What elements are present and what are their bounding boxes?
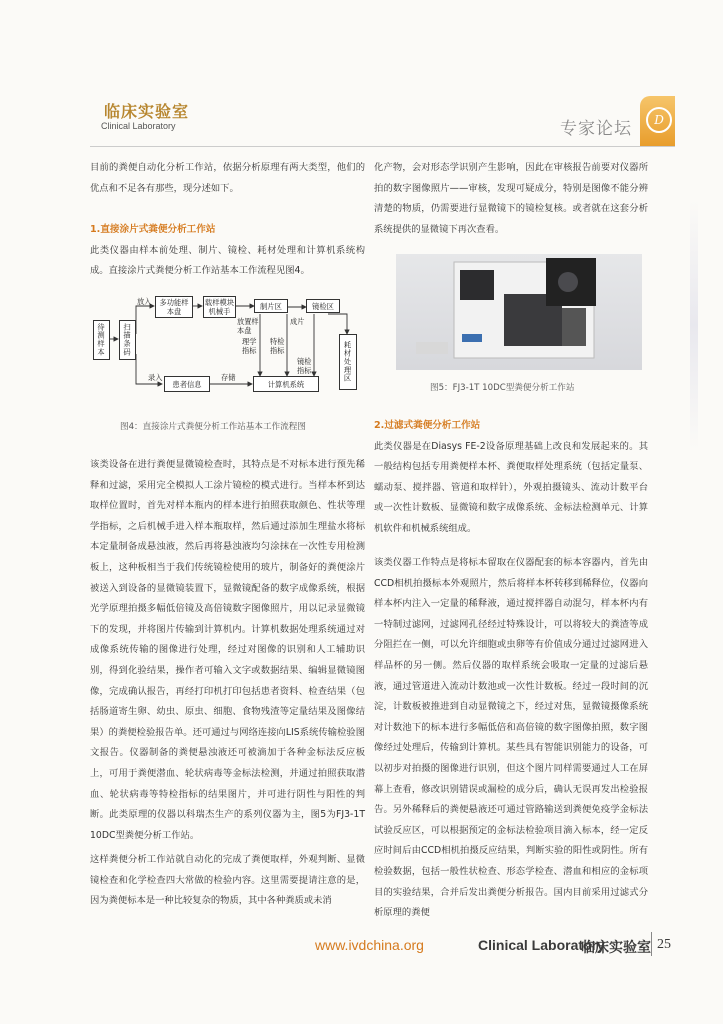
section-tab-logo-icon: D <box>646 107 672 133</box>
analyzer-illustration <box>396 254 642 370</box>
footer-url: www.ivdchina.org <box>315 937 424 953</box>
right-paragraph-3: 该类仪器工作特点是将标本留取在仪器配套的标本容器内，首先由CCD相机拍摄标本外观照片，然后将样本杯转移到稀释位，仪器向样本杯内注入一定量的稀释液，通过搅拌器自动混匀，样本杯内有一特制过滤网，过滤网孔径经过特殊设计，可以将较大的粪渣等成分阻拦在一侧，可以允许细胞或虫卵等有价值成分通过过滤网进入样品杯的另一侧。然后仪器的取样系统会吸取一定量的过滤后悬液，通过管道进入流动计数池或一次性计数板。经过一段时间的沉淀，计数板被推进到自动显微镜之下，经过对焦，显微镜摄像系统对计数池下的标本进行多幅低倍和高倍镜的数字图像拍照，数字图像经过处理后，传输到计算机。某些具有智能识别能力的设备，可以初步对拍摄的图像进行识别，但这个图片同样需要通过人工在屏幕上查看，修改识别错误或漏检的成分后，确认无误再发出检验报告。另外稀释后的粪便悬液还可通过管路输送到粪便免疫学金标法试验反应区，可以根据预定的金标法检验项目滴入标本，经一定反应时间后由CCD相机拍摄反应结果，判断实验的阳性或阴性。所有检验数据，包括一般性状检查、形态学检查、潜血和相应的金标项目的实验结果，合并后发出粪便分析报告。国内目前采用过滤式分析原理的粪便 <box>374 557 648 919</box>
journal-logo-en: Clinical Laboratory <box>101 121 176 131</box>
section-title: 专家论坛 <box>560 119 632 139</box>
node-scan-barcode: 扫描条码 <box>119 320 136 360</box>
node-waste: 耗材处理区 <box>339 334 357 390</box>
figure-5-caption: 图5：FJ3-1T 10DC型粪便分析工作站 <box>430 383 575 393</box>
node-microscope-zone: 镜检区 <box>306 299 340 313</box>
figure-4-caption: 图4：直接涂片式粪便分析工作站基本工作流程图 <box>120 422 306 432</box>
left-paragraph-3: 这样粪便分析工作站就自动化的完成了粪便取样，外观判断、显微镜检查和化学检查四大常做的检验内容。这里需要提请注意的是，因为粪便标本是一种比较复杂的物质，其中各种粪质或未消 <box>90 854 365 907</box>
node-carrier-arm: 载样模块机械手 <box>204 298 235 316</box>
analyzer-photo <box>396 254 642 370</box>
footer-journal-en: Clinical Laboratory <box>478 937 605 953</box>
left-paragraph-2: 该类设备在进行粪便显微镜检查时，其特点是不对标本进行预先稀释和过滤，采用完全模拟人工涂片镜检的模式进行。当样本杯到达取样位置时，首先对样本瓶内的样本进行拍照获取颜色、性状等理学指标，之后机械手进入样本瓶取样，然后通过添加生理盐水将标本定量制备成悬浊液，然后再将悬浊液均匀涂抹在一次性专用检测板上，这种板相当于我们传统镜检使用的玻片，制备好的粪便涂片被送入到设备的显微镜装置下，显微镜配备的数字成像系统，根据光学原理拍摄多幅低倍镜及高倍镜数字图像照片，用以记录显微镜下的发现，并将图片传输到计算机内。计算机数据处理系统通过对成像系统传输的图像进行处理，经过对图像的识别和人工辅助识别，得到化验结果，操作者可输入文字或数据结果、编辑显微镜图像，完成确认报告，再经打印机打印包括患者资料、检查结果（包括肠道寄生卵、幼虫、原虫、细胞、食物残渣等定量结果及图像结果）的粪便检验报告单。还可通过与网络连接向LIS系统传输检验图文报告。仪器制备的粪便悬浊液还可被滴加于各种金标法反应板上，可用于粪便潜血、轮状病毒等金标法检测，并通过拍照获取潜血、轮状病毒等特检指标的结果图片，并可进行阴性与阳性的判断。此类原理的仪器以科瑞杰生产的系列仪器为主，图5为FJ3-1T 10DC型粪便分析工作站。 <box>90 459 365 841</box>
node-multi-tray: 多功能样本盘 <box>155 296 193 318</box>
right-column-sec2 <box>374 416 648 540</box>
footer-divider <box>651 932 652 956</box>
left-column-intro <box>90 158 365 199</box>
left-column-sec1 <box>90 220 365 282</box>
left-column-body <box>90 455 365 846</box>
label-slide-out: 成片 <box>290 317 305 326</box>
label-micro-index: 镜检指标 <box>297 357 312 375</box>
journal-logo-cn: 临床实验室 <box>104 102 190 121</box>
section-2-paragraph: 此类仪器是在Diasys FE-2设备原理基础上改良和发展起来的。其一般结构包括专用粪便样本杯、粪便取样处理系统（包括定量泵、蠕动泵、搅拌器、管道和取样针），外观拍摄镜头、流动计数平台或一次性计数板、显微镜和数字成像系统、金标法检测单元、计算机软件和机械系统组成。 <box>374 440 648 534</box>
node-prep-zone: 制片区 <box>254 299 288 313</box>
label-place-sample: 放置样本盘 <box>237 317 259 335</box>
right-column-body <box>374 553 648 924</box>
header-divider <box>90 146 675 147</box>
workflow-diagram <box>92 294 365 398</box>
label-special-index: 特检指标 <box>270 337 285 355</box>
node-patient-info: 患者信息 <box>164 376 210 392</box>
right-paragraph-1: 化产物，会对形态学识别产生影响，因此在审核报告前要对仪器所拍的数字图像照片——审核，发现可疑成分，特别是图像不能分辨清楚的物质，仍需要进行显微镜下的镜检复核。或者就在这套分析系统提供的显微镜下再次查看。 <box>374 162 648 235</box>
node-sample-wait: 待测样本 <box>93 320 110 360</box>
section-1-paragraph: 此类仪器由样本前处理、制片、镜检、耗材处理和计算机系统构成。直接涂片式粪便分析工作站基本工作流程见图4。 <box>90 244 365 277</box>
right-column-top <box>374 158 648 240</box>
footer-journal-cn: 临床实验室 <box>581 940 651 956</box>
section-1-title: 1.直接涂片式粪便分析工作站 <box>90 224 216 235</box>
label-store: 存储 <box>221 373 236 382</box>
label-entry: 录入 <box>148 373 163 382</box>
node-computer: 计算机系统 <box>253 376 319 392</box>
label-physical-index: 理学指标 <box>242 337 257 355</box>
intro-paragraph: 目前的粪便自动化分析工作站，依据分析原理有两大类型，他们的优点和不足各有那些，现分述如下。 <box>90 162 365 194</box>
page-number: 25 <box>657 937 671 952</box>
left-column-end <box>90 850 365 912</box>
section-2-title: 2.过滤式粪便分析工作站 <box>374 420 481 431</box>
edge-watermark <box>690 200 698 450</box>
label-add-in: 放入 <box>137 297 152 306</box>
section-tab <box>640 96 675 146</box>
